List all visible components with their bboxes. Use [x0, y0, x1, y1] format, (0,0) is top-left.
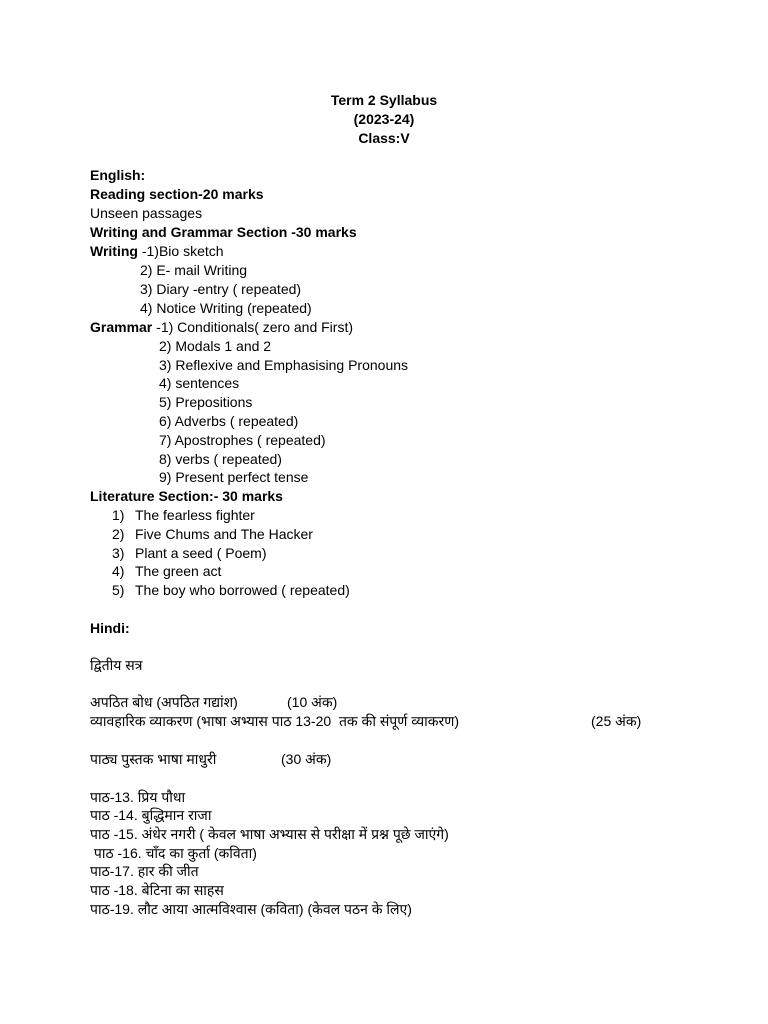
reading-section-heading: Reading section-20 marks [90, 186, 264, 202]
unseen-section-marks: (10 अंक) [287, 694, 338, 710]
list-number: 2) [112, 526, 125, 542]
list-number: 1) [112, 507, 125, 523]
grammar-item: 5) Prepositions [159, 394, 253, 410]
literature-title: The fearless fighter [135, 507, 255, 523]
unseen-section-label: अपठित बोध (अपठित गद्यांश) [90, 694, 238, 710]
grammar-item: 2) Modals 1 and 2 [159, 338, 272, 354]
hindi-heading: Hindi: [90, 620, 130, 636]
literature-title: Five Chums and The Hacker [135, 526, 313, 542]
class-label: Class:V [358, 130, 410, 146]
hindi-lesson: पाठ -18. बेटिना का साहस [90, 882, 224, 898]
literature-item [112, 506, 255, 525]
writing-item: 2) E- mail Writing [140, 262, 248, 278]
grammar-item: 7) Apostrophes ( repeated) [159, 432, 326, 448]
writing-item: 4) Notice Writing (repeated) [140, 300, 312, 316]
writing-item: 3) Diary -entry ( repeated) [140, 281, 302, 297]
hindi-lesson: पाठ -16. चाँद का कुर्ता (कविता) [90, 845, 257, 861]
literature-item [112, 562, 221, 581]
grammar-section-label: व्यावहारिक व्याकरण (भाषा अभ्यास पाठ 13-20 तक की संपूर्ण व्याकरण) [90, 713, 460, 729]
writing-item: -1)Bio sketch [137, 243, 224, 259]
literature-title: Plant a seed ( Poem) [135, 545, 267, 561]
hindi-term: द्वितीय सत्र [90, 657, 143, 673]
grammar-item: 9) Present perfect tense [159, 469, 309, 485]
grammar-item: 4) sentences [159, 375, 240, 391]
literature-heading: Literature Section:- 30 marks [90, 488, 283, 504]
literature-item [112, 525, 313, 544]
textbook-marks: (30 अंक) [281, 751, 332, 767]
list-number: 3) [112, 545, 125, 561]
hindi-lesson: पाठ -15. अंधेर नगरी ( केवल भाषा अभ्यास से परीक्षा में प्रश्न पूछे जाएंगे) [90, 826, 449, 842]
document-title: Term 2 Syllabus [330, 92, 438, 108]
literature-item [112, 581, 350, 600]
literature-title: The boy who borrowed ( repeated) [135, 582, 350, 598]
textbook-label: पाठ्य पुस्तक भाषा माधुरी [90, 751, 217, 767]
grammar-item: -1) Conditionals( zero and First) [152, 319, 354, 335]
grammar-row [90, 318, 353, 337]
hindi-lesson: पाठ-13. प्रिय पौधा [90, 789, 186, 805]
grammar-item: 6) Adverbs ( repeated) [159, 413, 299, 429]
english-heading: English: [90, 167, 146, 183]
grammar-label: Grammar [90, 319, 153, 335]
literature-title: The green act [135, 563, 222, 579]
hindi-lesson: पाठ-19. लौट आया आत्मविश्वास (कविता) (केवल पठन के लिए) [90, 901, 412, 917]
literature-item [112, 544, 267, 563]
hindi-lesson: पाठ -14. बुद्धिमान राजा [90, 807, 212, 823]
hindi-lesson: पाठ-17. हार की जीत [90, 863, 199, 879]
reading-item: Unseen passages [90, 205, 203, 221]
grammar-item: 3) Reflexive and Emphasising Pronouns [159, 357, 409, 373]
list-number: 5) [112, 582, 125, 598]
grammar-item: 8) verbs ( repeated) [159, 451, 282, 467]
writing-label: Writing [90, 243, 138, 259]
writing-grammar-heading: Writing and Grammar Section -30 marks [90, 224, 357, 240]
academic-year: (2023-24) [353, 111, 415, 127]
writing-row [90, 242, 224, 261]
list-number: 4) [112, 563, 125, 579]
grammar-section-marks: (25 अंक) [591, 713, 642, 729]
